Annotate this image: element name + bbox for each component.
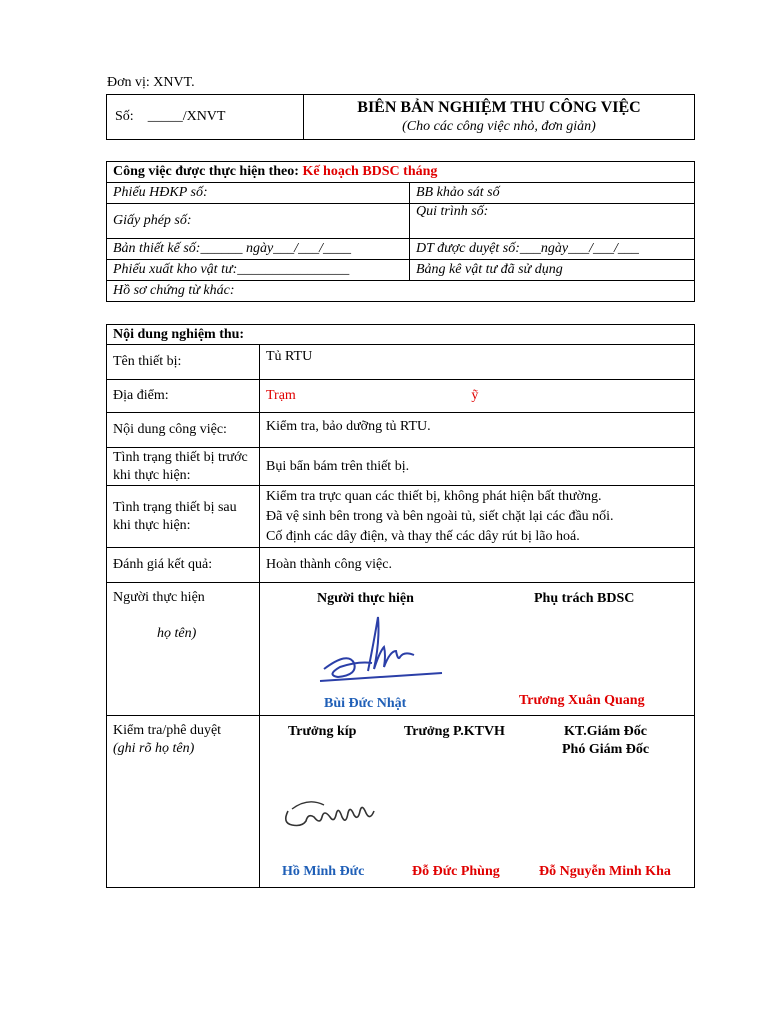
approval-label-cell	[107, 716, 260, 888]
location-label: Địa điểm:	[107, 380, 260, 413]
basis-field: Hồ sơ chứng từ khác:	[107, 281, 695, 302]
basis-field: Bản thiết kế số:______ ngày___/___/____	[107, 239, 410, 260]
device-label: Tên thiết bị:	[107, 345, 260, 380]
before-value: Bụi bẩn bám trên thiết bị.	[260, 448, 695, 486]
director-name: Đỗ Nguyễn Minh Kha	[539, 864, 671, 879]
acceptance-table	[106, 324, 695, 888]
result-value: Hoàn thành công việc.	[260, 548, 695, 583]
location-value: Trạm	[266, 388, 296, 403]
performer-name: Bùi Đức Nhật	[324, 696, 407, 711]
location-suffix: ỹ	[471, 388, 479, 403]
basis-field: BB khảo sát số	[410, 183, 695, 204]
basis-table	[106, 161, 695, 302]
performers-signatures	[260, 583, 695, 716]
supervisor-name: Trương Xuân Quang	[519, 693, 645, 708]
director-title-1: KT.Giám Đốc	[564, 724, 647, 739]
basis-field: Bảng kê vật tư đã sử dụng	[410, 260, 695, 281]
department-head-name: Đỗ Đức Phùng	[412, 864, 500, 879]
before-label: Tình trạng thiết bị trước khi thực hiện:	[107, 448, 260, 486]
result-label: Đánh giá kết quả:	[107, 548, 260, 583]
approval-label-note: (ghi rõ họ tên)	[113, 741, 195, 756]
work-value: Kiểm tra, bảo dưỡng tủ RTU.	[260, 413, 695, 448]
document-number-cell	[107, 95, 304, 140]
shift-leader-name: Hồ Minh Đức	[282, 864, 365, 879]
title-cell	[304, 95, 695, 140]
basis-field: DT được duyệt số:___ngày___/___/___	[410, 239, 695, 260]
work-label: Nội dung công việc:	[107, 413, 260, 448]
after-cell	[260, 486, 695, 548]
approval-signatures	[260, 716, 695, 888]
after-line: Cố định các dây điện, và thay thế các dây rút bị lão hoá.	[266, 528, 580, 544]
performers-label-note: họ tên)	[157, 626, 197, 641]
device-value: Tủ RTU	[260, 345, 695, 380]
supervisor-title: Phụ trách BDSC	[534, 591, 635, 606]
number-label: Số:	[115, 109, 134, 124]
shift-leader-title: Trưởng kíp	[288, 724, 357, 739]
acceptance-header: Nội dung nghiệm thu:	[107, 325, 695, 345]
basis-field: Phiếu HĐKP số:	[107, 183, 410, 204]
performers-label-cell	[107, 583, 260, 716]
basis-field: Giấy phép số:	[107, 204, 410, 239]
after-line: Kiểm tra trực quan các thiết bị, không phát hiện bất thường.	[266, 488, 602, 504]
unit-label: Đơn vị: XNVT.	[107, 75, 195, 90]
performer-title: Người thực hiện	[317, 591, 414, 606]
basis-field: Phiếu xuất kho vật tư:________________	[107, 260, 410, 281]
performer-signature	[318, 611, 448, 689]
location-cell	[260, 380, 695, 413]
basis-field: Qui trình số:	[410, 204, 695, 239]
approval-label: Kiểm tra/phê duyệt	[113, 723, 222, 738]
header-table	[106, 94, 695, 140]
document-subtitle: (Cho các công việc nhỏ, đơn giản)	[402, 119, 596, 134]
after-line: Đã vệ sinh bên trong và bên ngoài tủ, siết chặt lại các đầu nối.	[266, 508, 614, 524]
performers-label: Người thực hiện	[113, 590, 205, 605]
document-title: BIÊN BẢN NGHIỆM THU CÔNG VIỆC	[357, 99, 641, 116]
after-label: Tình trạng thiết bị sau khi thực hiện:	[107, 486, 260, 548]
department-head-title: Trưởng P.KTVH	[404, 724, 505, 739]
basis-header	[107, 162, 695, 183]
director-title-2: Phó Giám Đốc	[562, 742, 650, 757]
basis-value: Kế hoạch BDSC tháng	[302, 164, 438, 179]
basis-label: Công việc được thực hiện theo:	[113, 164, 299, 179]
number-value: _____/XNVT	[147, 109, 226, 124]
shift-leader-signature	[278, 791, 383, 831]
